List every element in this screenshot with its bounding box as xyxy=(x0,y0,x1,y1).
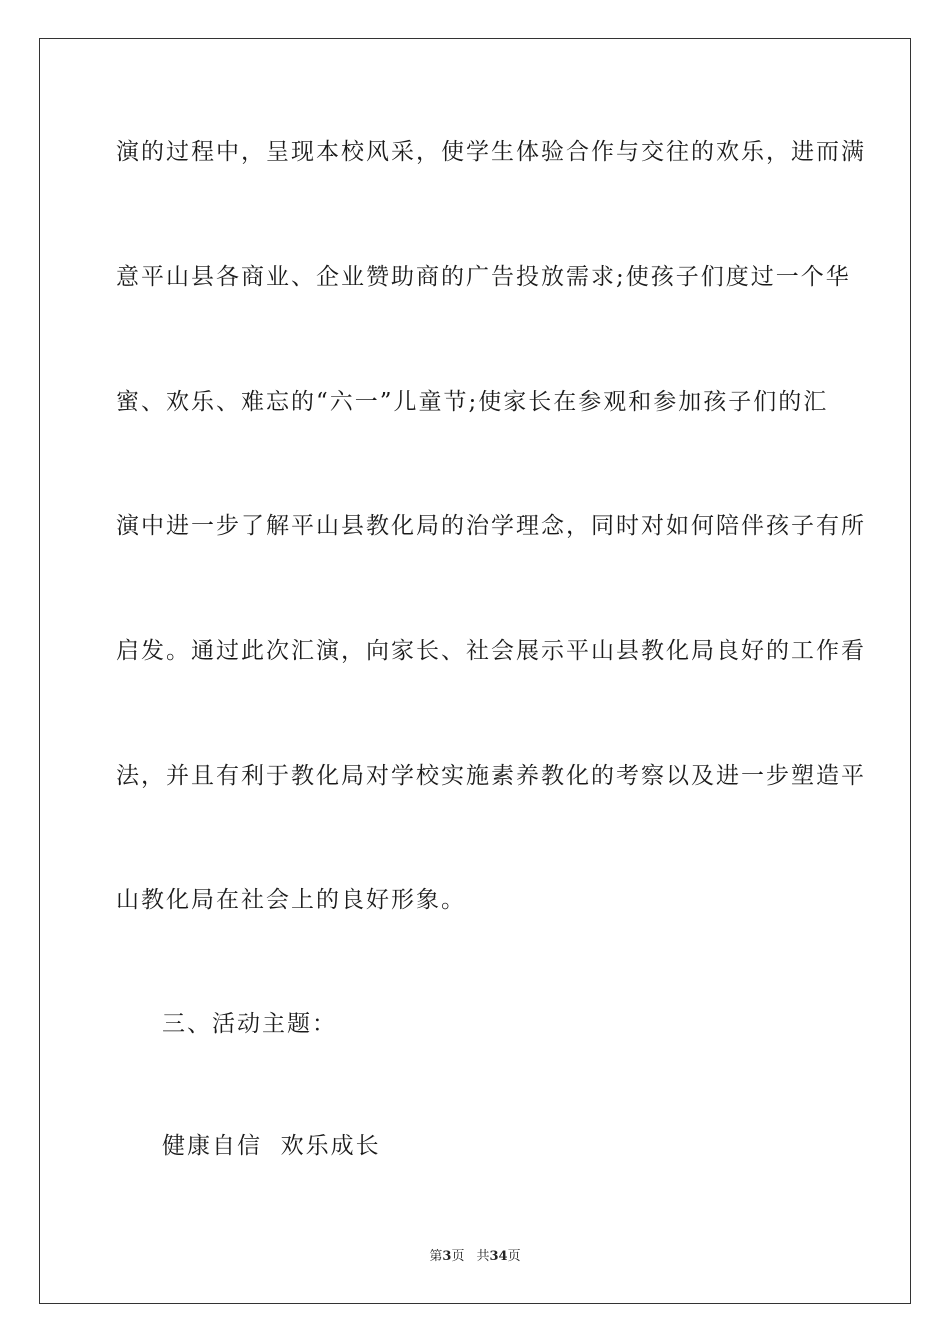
body-line-5: 启发。通过此次汇演，向家长、社会展示平山县教化局良好的工作看 xyxy=(116,638,866,664)
page-suffix: 页 xyxy=(451,1249,465,1264)
body-line-3: 蜜、欢乐、难忘的“六一”儿童节;使家长在参观和参加孩子们的汇 xyxy=(116,389,829,415)
page-border xyxy=(39,38,911,1304)
page-footer xyxy=(0,1249,950,1265)
total-suffix: 页 xyxy=(507,1249,521,1264)
body-line-7: 山教化局在社会上的良好形象。 xyxy=(116,887,466,913)
body-line-2: 意平山县各商业、企业赞助商的广告投放需求;使孩子们度过一个华 xyxy=(116,264,851,290)
page-prefix: 第 xyxy=(429,1249,443,1264)
body-line-4: 演中进一步了解平山县教化局的治学理念，同时对如何陪伴孩子有所 xyxy=(116,513,866,539)
body-line-1: 演的过程中，呈现本校风采，使学生体验合作与交往的欢乐，进而满 xyxy=(116,139,866,165)
page-number: 3 xyxy=(442,1249,452,1264)
activity-theme: 健康自信 欢乐成长 xyxy=(162,1133,381,1159)
body-line-6: 法，并且有利于教化局对学校实施素养教化的考察以及进一步塑造平 xyxy=(116,763,866,789)
total-pages: 34 xyxy=(489,1249,508,1264)
total-prefix: 共 xyxy=(476,1249,490,1264)
section-heading: 三、活动主题： xyxy=(162,1011,337,1037)
